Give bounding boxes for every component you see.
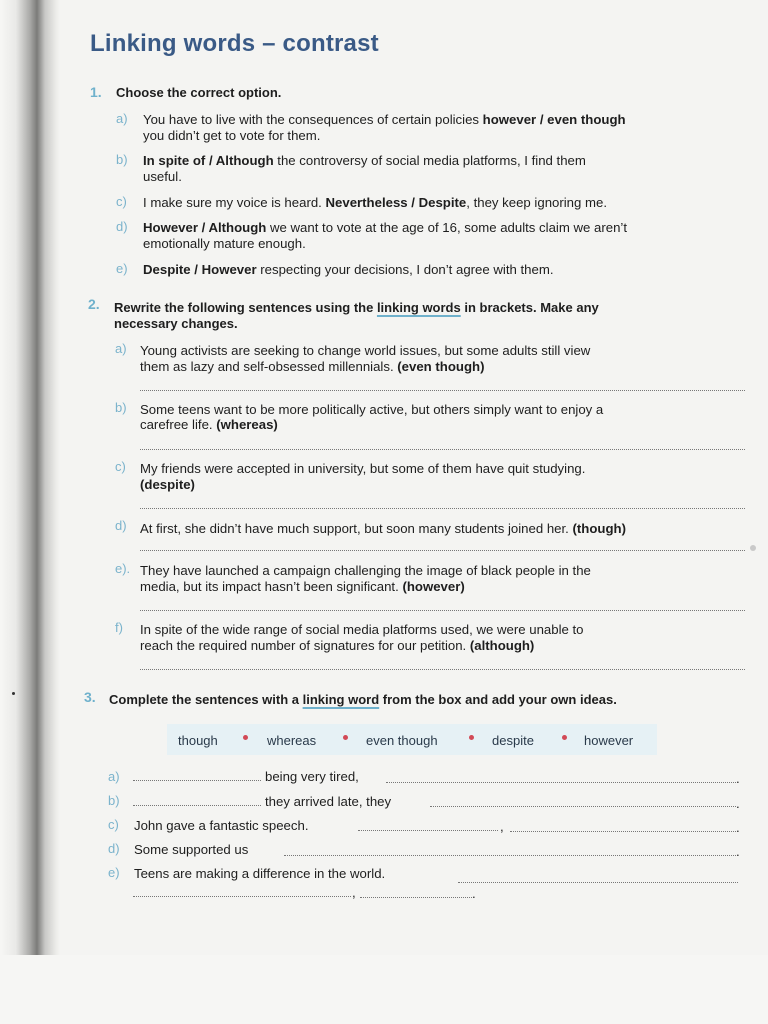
item-text-line-2: you didn’t get to vote for them. xyxy=(143,128,321,143)
answer-line[interactable] xyxy=(140,550,745,551)
exercise-2-number: 2. xyxy=(88,296,100,312)
bracket-word: (however) xyxy=(402,579,465,594)
sentence-end: . xyxy=(736,844,740,859)
page-bottom-edge xyxy=(0,955,768,1024)
item-letter: d) xyxy=(115,518,127,533)
exercise-2-item-e: They have launched a campaign challenging the image of black people in the xyxy=(140,563,591,578)
separator-dot xyxy=(243,735,248,740)
sentence-end: . xyxy=(736,820,740,835)
sentence-end: . xyxy=(736,771,740,786)
answer-blank[interactable] xyxy=(386,782,736,783)
page-title: Linking words – contrast xyxy=(90,30,379,57)
item-letter: b) xyxy=(116,152,128,167)
answer-blank[interactable] xyxy=(510,831,736,832)
bracket-word: (despite) xyxy=(140,477,195,492)
exercise-1-number: 1. xyxy=(90,84,102,100)
option-pair: In spite of / Although xyxy=(143,153,274,168)
item-text: carefree life. xyxy=(140,417,217,432)
exercise-1-instruction: Choose the correct option. xyxy=(116,85,282,100)
item-letter: c) xyxy=(108,817,119,832)
exercise-2-item-b: Some teens want to be more politically active, but others simply want to enjoy a xyxy=(140,402,604,417)
exercise-2-item-b-line-2 xyxy=(140,416,278,433)
exercise-2-item-a-line-2 xyxy=(140,358,484,375)
exercise-3-instruction xyxy=(109,692,617,708)
item-text-line-2: emotionally mature enough. xyxy=(143,236,306,251)
separator-dot xyxy=(343,735,348,740)
book-spine-shadow xyxy=(0,0,60,1024)
answer-line[interactable] xyxy=(140,390,745,391)
exercise-2-item-e-line-2 xyxy=(140,578,465,595)
bracket-word: (even though) xyxy=(397,359,485,374)
sentence-end: . xyxy=(472,886,476,901)
instruction-text: from the box and add your own ideas. xyxy=(379,692,617,707)
exercise-2-item-d xyxy=(140,520,626,537)
item-text: them as lazy and self-obsessed millennials. xyxy=(140,359,398,374)
exercise-3-item-a: being very tired, xyxy=(265,769,359,784)
answer-blank[interactable] xyxy=(133,896,351,897)
linking-words-term: linking words xyxy=(376,300,461,315)
item-letter: e) xyxy=(108,865,120,880)
item-text: I make sure my voice is heard. xyxy=(143,195,326,210)
box-word: even though xyxy=(366,733,438,748)
bracket-word: (although) xyxy=(469,638,535,653)
separator-dot xyxy=(469,735,474,740)
item-letter: a) xyxy=(108,769,120,784)
exercise-2-instruction xyxy=(114,300,599,316)
item-letter: a) xyxy=(116,111,128,126)
separator-dot xyxy=(562,735,567,740)
page-mark xyxy=(750,545,756,551)
exercise-2-item-c: My friends were accepted in university, but some of them have quit studying. xyxy=(140,461,586,476)
exercise-2-item-f-line-2 xyxy=(140,637,534,654)
item-text: respecting your decisions, I don’t agree with them. xyxy=(256,262,554,277)
answer-blank[interactable] xyxy=(360,897,472,898)
exercise-3-number: 3. xyxy=(84,689,96,705)
option-pair: However / Although xyxy=(143,220,267,235)
item-text: At first, she didn’t have much support, but soon many students joined her. xyxy=(140,521,573,536)
item-letter: b) xyxy=(108,793,120,808)
exercise-1-item-c xyxy=(143,194,607,211)
instruction-text: Rewrite the following sentences using the xyxy=(114,300,377,315)
item-letter: d) xyxy=(116,219,128,234)
answer-blank[interactable] xyxy=(458,882,738,883)
item-text: the controversy of social media platforms, I find them xyxy=(273,153,586,168)
box-word: despite xyxy=(492,733,534,748)
item-letter: c) xyxy=(115,459,126,474)
answer-line[interactable] xyxy=(140,610,745,611)
exercise-2-item-c-line-2 xyxy=(140,476,195,493)
item-letter: e). xyxy=(115,561,131,576)
box-word: though xyxy=(178,733,218,748)
answer-blank[interactable] xyxy=(133,780,261,781)
exercise-2-item-a: Young activists are seeking to change world issues, but some adults still view xyxy=(140,343,591,358)
item-text: media, but its impact hasn’t been significant. xyxy=(140,579,403,594)
exercise-1-item-d xyxy=(143,219,627,236)
exercise-3-item-d: Some supported us xyxy=(134,842,249,857)
option-pair: Nevertheless / Despite xyxy=(325,195,467,210)
item-letter: c) xyxy=(116,194,127,209)
item-text: , they keep ignoring me. xyxy=(466,195,607,210)
linking-word-term: linking word xyxy=(302,692,380,707)
answer-line[interactable] xyxy=(140,508,745,509)
bracket-word: (whereas) xyxy=(216,417,278,432)
comma: , xyxy=(352,885,356,900)
box-word: however xyxy=(584,733,634,748)
page-mark xyxy=(12,692,15,695)
item-letter: e) xyxy=(116,261,128,276)
bracket-word: (though) xyxy=(572,521,626,536)
answer-line[interactable] xyxy=(140,669,745,670)
exercise-2-item-f: In spite of the wide range of social media platforms used, we were unable to xyxy=(140,622,584,637)
answer-blank[interactable] xyxy=(358,830,498,831)
item-letter: a) xyxy=(115,341,127,356)
item-text: You have to live with the consequences of certain policies xyxy=(143,112,483,127)
answer-blank[interactable] xyxy=(133,805,261,806)
exercise-1-item-e xyxy=(143,261,553,278)
exercise-1-item-a xyxy=(143,111,626,128)
item-text: reach the required number of signatures for our petition. xyxy=(140,638,470,653)
exercise-2-instruction-line-2: necessary changes. xyxy=(114,316,238,331)
item-letter: f) xyxy=(115,620,123,635)
exercise-3-item-c: John gave a fantastic speech. xyxy=(134,818,309,833)
option-pair: Despite / However xyxy=(143,262,257,277)
item-text-line-2: useful. xyxy=(143,169,182,184)
answer-line[interactable] xyxy=(140,449,745,450)
exercise-3-item-e: Teens are making a difference in the world. xyxy=(134,866,386,881)
instruction-text: in brackets. Make any xyxy=(460,300,599,315)
answer-blank[interactable] xyxy=(430,806,736,807)
answer-blank[interactable] xyxy=(284,855,736,856)
sentence-end: . xyxy=(736,796,740,811)
item-letter: d) xyxy=(108,841,120,856)
instruction-text: Complete the sentences with a xyxy=(109,692,303,707)
item-letter: b) xyxy=(115,400,127,415)
exercise-3-item-b: they arrived late, they xyxy=(265,794,392,809)
exercise-1-item-b xyxy=(143,152,586,169)
item-text: we want to vote at the age of 16, some adults claim we aren’t xyxy=(266,220,627,235)
option-pair: however / even though xyxy=(482,112,626,127)
box-word: whereas xyxy=(267,733,317,748)
comma: , xyxy=(500,819,504,834)
